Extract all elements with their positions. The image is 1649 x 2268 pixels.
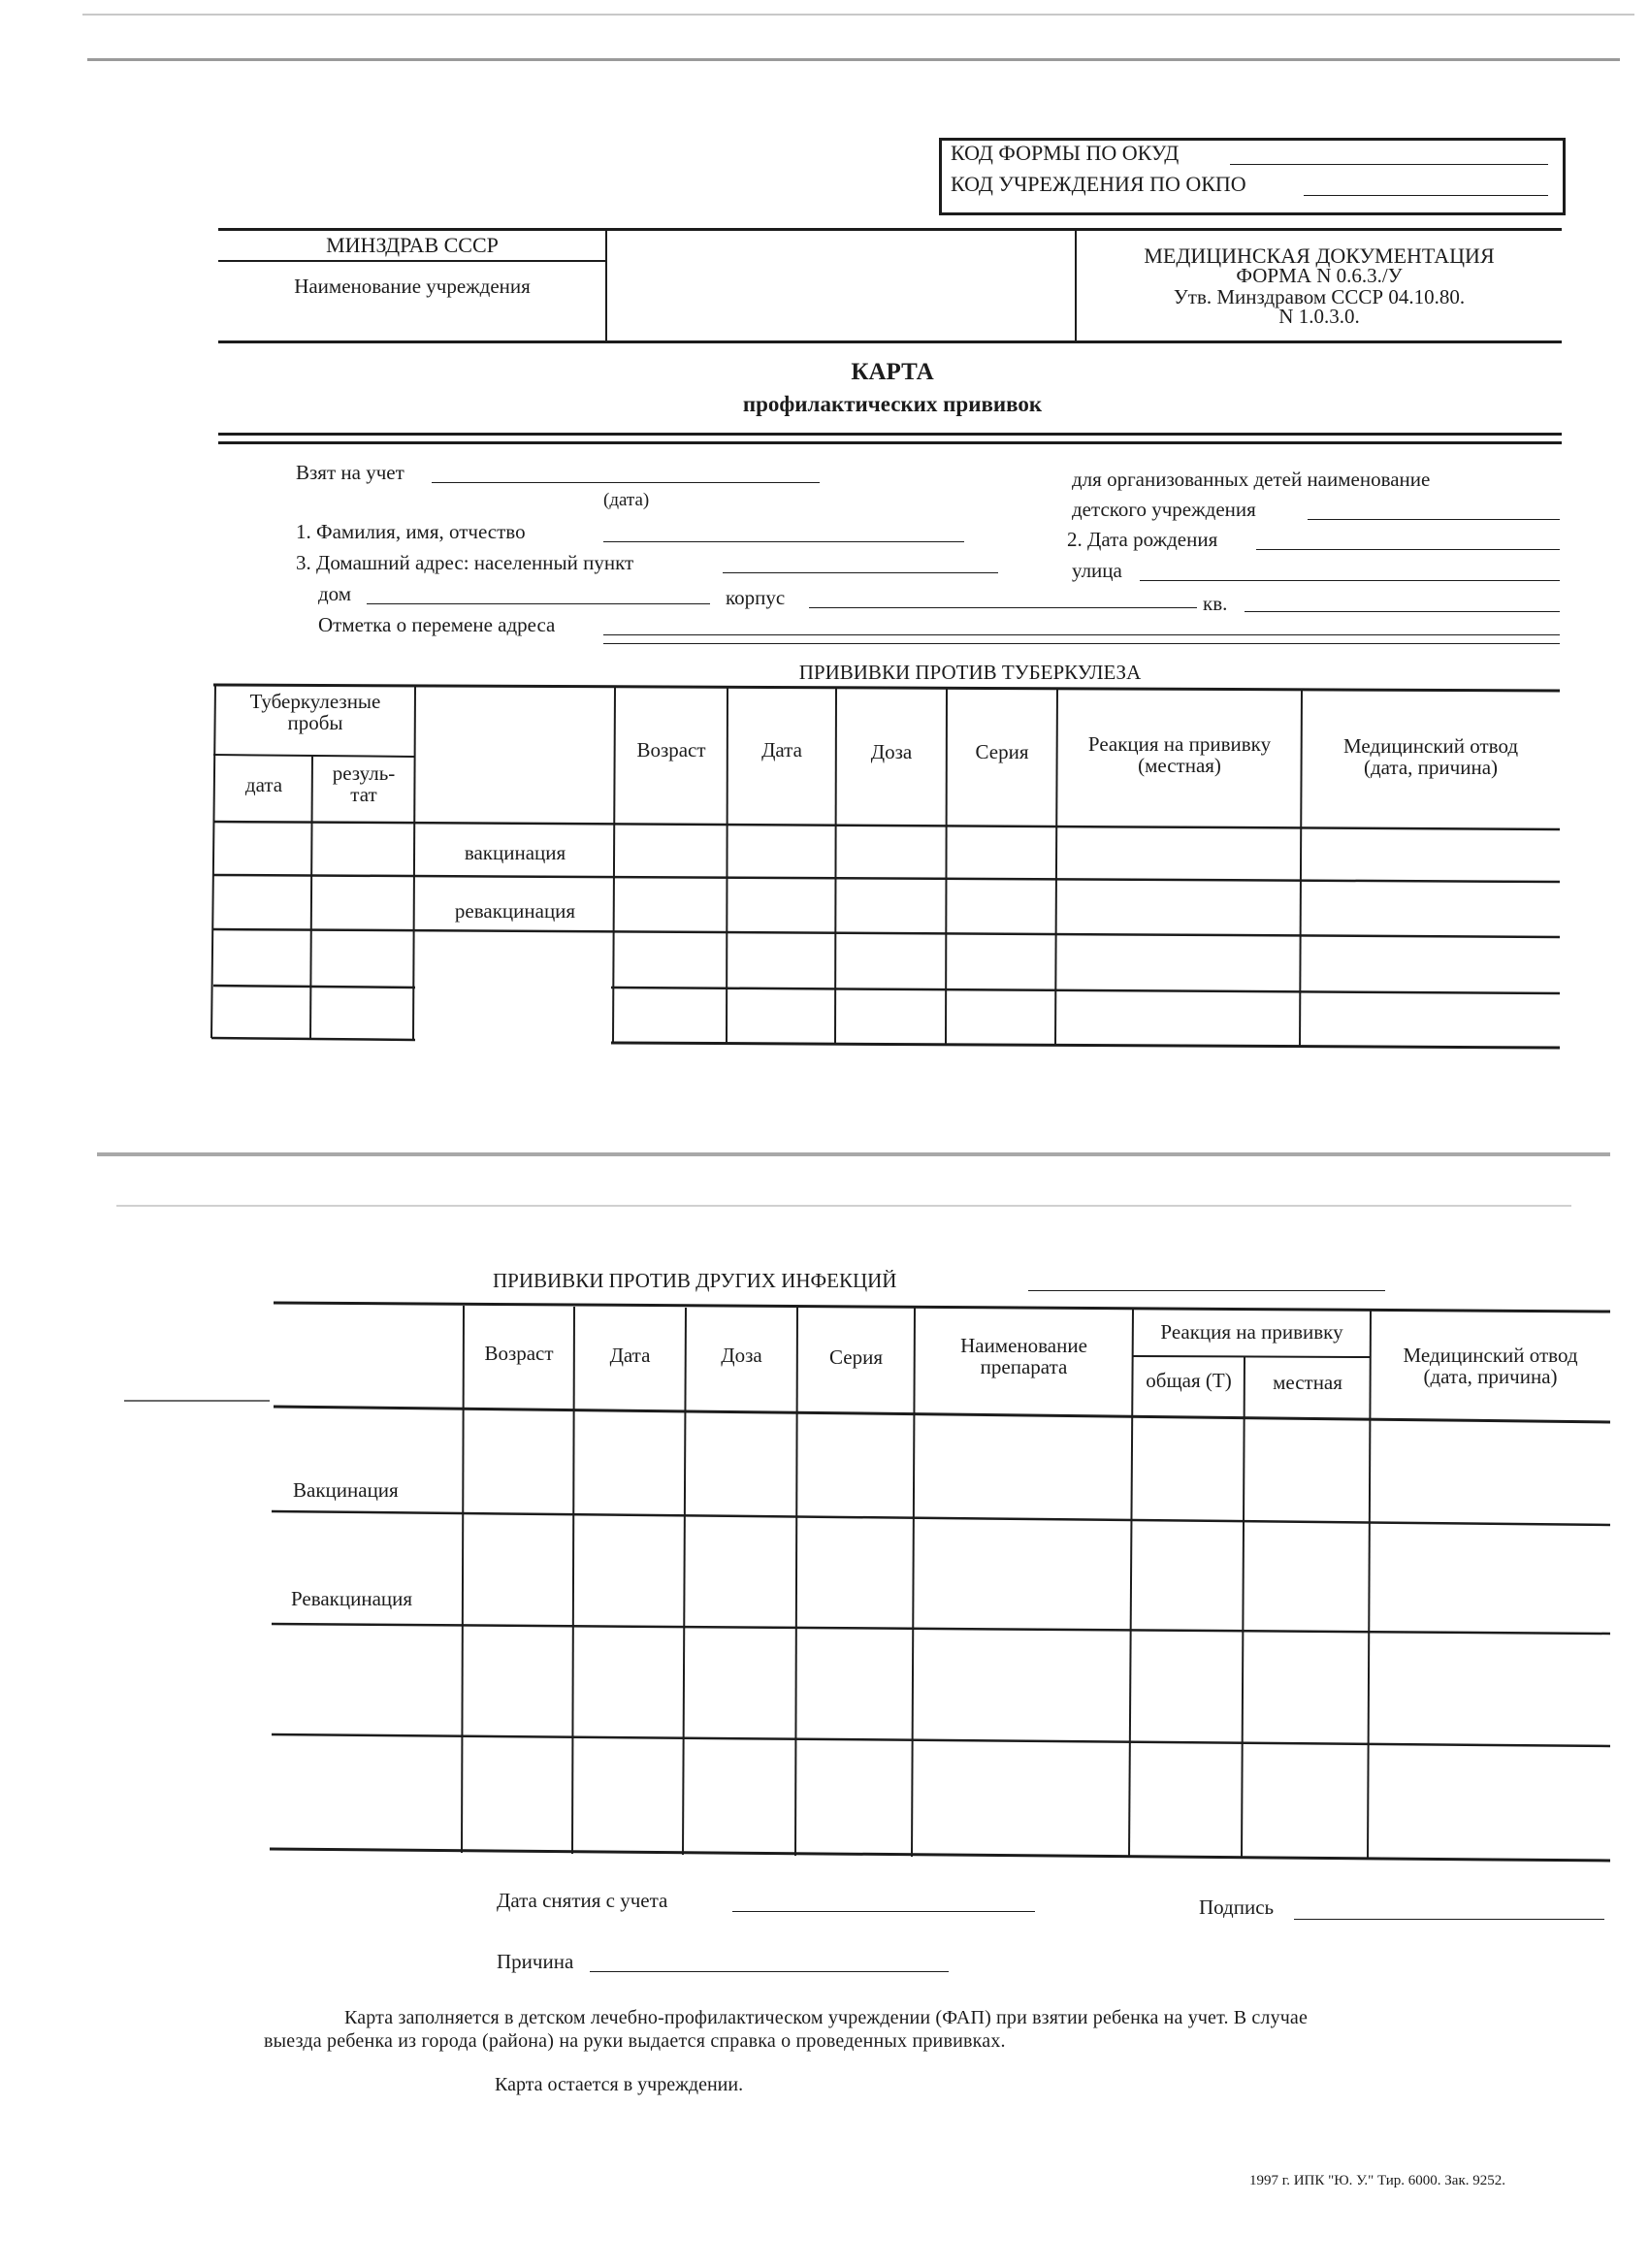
note-line-2: выезда ребенка из города (района) на руки выдается справка о проведенных прививках. — [264, 2030, 1006, 2052]
print-imprint: 1997 г. ИПК "Ю. У." Тир. 6000. Зак. 9252. — [1249, 2173, 1505, 2188]
tb-dose-header: Доза — [870, 740, 913, 763]
scan-fold-line-2 — [116, 1205, 1571, 1207]
tb-row-vaccination: вакцинация — [464, 841, 566, 864]
org-label-1: для организованных детей наименование — [1072, 468, 1431, 491]
doc-approval: Утв. Минздравом СССР 04.10.80. — [1173, 285, 1466, 308]
other-exemption-header-2: (дата, причина) — [1423, 1365, 1558, 1388]
address-label: 3. Домашний адрес: населенный пункт — [296, 551, 634, 574]
other-row-revaccination: Ревакцинация — [291, 1587, 413, 1610]
tb-age-header: Возраст — [636, 738, 706, 761]
other-age-header: Возраст — [484, 1342, 554, 1365]
margin-mark — [124, 1400, 270, 1402]
date-hint: (дата) — [603, 490, 650, 510]
tb-probes-header-2: пробы — [287, 711, 343, 734]
building-label: корпус — [726, 586, 786, 609]
okud-label: КОД ФОРМЫ ПО ОКУД — [951, 141, 1180, 165]
tb-probe-date-header: дата — [244, 773, 283, 796]
tb-probe-result-header-1: резуль- — [332, 761, 396, 785]
doc-form-number: ФОРМА N 0.6.3./У — [1236, 264, 1403, 287]
other-title: ПРИВИВКИ ПРОТИВ ДРУГИХ ИНФЕКЦИЙ — [493, 1269, 897, 1292]
tb-probe-result-header-2: тат — [350, 783, 377, 806]
tb-title: ПРИВИВКИ ПРОТИВ ТУБЕРКУЛЕЗА — [798, 661, 1142, 684]
apt-label: кв. — [1203, 592, 1228, 615]
other-drug-header-1: Наименование — [960, 1334, 1087, 1357]
signature-field[interactable] — [1294, 1919, 1604, 1920]
other-date-header: Дата — [609, 1344, 651, 1367]
other-series-header: Серия — [829, 1345, 883, 1369]
other-reaction-header: Реакция на прививку — [1160, 1320, 1343, 1344]
street-label: улица — [1072, 559, 1122, 582]
birth-label: 2. Дата рождения — [1067, 528, 1218, 551]
doc-number: N 1.0.3.0. — [1278, 305, 1360, 328]
other-reaction-local-header: местная — [1273, 1371, 1342, 1394]
tb-exemption-header-1: Медицинский отвод — [1342, 734, 1519, 758]
card-subtitle: профилактических прививок — [742, 392, 1043, 416]
other-drug-header-2: препарата — [980, 1355, 1068, 1378]
tb-reaction-header-1: Реакция на прививку — [1087, 732, 1272, 756]
okpo-label: КОД УЧРЕЖДЕНИЯ ПО ОКПО — [951, 172, 1246, 196]
other-reaction-general-header: общая (Т) — [1146, 1369, 1232, 1392]
other-dose-header: Доза — [721, 1344, 762, 1367]
scan-fold-line — [97, 1152, 1610, 1156]
tb-probes-header-1: Туберкулезные — [249, 690, 381, 713]
ministry-name: МИНЗДРАВ СССР — [326, 233, 499, 257]
other-row-vaccination: Вакцинация — [293, 1478, 399, 1502]
card-stays-note: Карта остается в учреждении. — [495, 2074, 744, 2095]
fio-label: 1. Фамилия, имя, отчество — [296, 520, 526, 543]
card-title: КАРТА — [851, 359, 934, 385]
address-change-label: Отметка о перемене адреса — [318, 613, 556, 636]
tb-date-header: Дата — [761, 738, 802, 761]
tb-series-header: Серия — [975, 740, 1029, 763]
signature-label: Подпись — [1199, 1895, 1275, 1919]
reason-field[interactable] — [590, 1971, 949, 1972]
institution-label: Наименование учреждения — [294, 275, 531, 298]
registered-label: Взят на учет — [296, 461, 404, 484]
house-label: дом — [318, 582, 352, 605]
removal-date-label: Дата снятия с учета — [497, 1889, 668, 1912]
tb-row-revaccination: ревакцинация — [454, 899, 576, 923]
reason-label: Причина — [497, 1950, 574, 1973]
tb-table-grid — [0, 0, 1649, 1067]
other-exemption-header-1: Медицинский отвод — [1403, 1344, 1578, 1367]
removal-date-field[interactable] — [732, 1911, 1035, 1912]
tb-reaction-header-2: (местная) — [1138, 754, 1221, 777]
org-label-2: детского учреждения — [1072, 498, 1256, 521]
doc-line-1: МЕДИЦИНСКАЯ ДОКУМЕНТАЦИЯ — [1144, 243, 1495, 268]
tb-exemption-header-2: (дата, причина) — [1363, 756, 1499, 779]
note-line-1: Карта заполняется в детском лечебно-профилактическом учреждении (ФАП) при взятии ребенка на учет. В случае — [344, 2007, 1308, 2028]
